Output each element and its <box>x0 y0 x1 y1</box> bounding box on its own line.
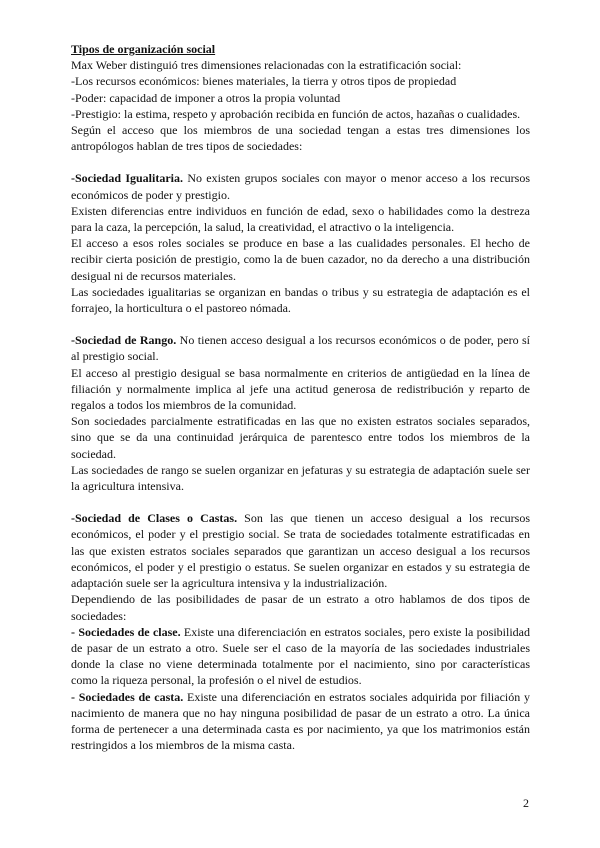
sociedades-clase-item <box>71 624 530 689</box>
sociedades-casta-text: Existe una diferenciación en estratos sociales adquirida por filiación y nacimiento de manera que no hay ninguna posibilidad de pasar de un estrato a otro. La única forma de pertenecer a una determinada casta es por nacimiento, ya que los matrimonios están restringidos a los miembros de la misma casta. <box>71 689 530 753</box>
intro-line-5: Según el acceso que los miembros de una sociedad tengan a estas tres dimensiones los antropólogos hablan de tres tipos de sociedades: <box>71 123 530 154</box>
sociedades-clase-heading: - Sociedades de clase. <box>71 624 181 639</box>
spacer <box>71 494 530 510</box>
rango-definition <box>71 332 530 364</box>
clases-paragraph: Dependiendo de las posibilidades de pasar de un estrato a otro hablamos de dos tipos de sociedades: <box>71 592 530 623</box>
page-number: 2 <box>523 796 529 810</box>
section-title: Tipos de organización social <box>71 42 216 56</box>
igualitaria-paragraph-1: Existen diferencias entre individuos en función de edad, sexo o habilidades como la destreza para la caza, la percepción, la salud, la creatividad, el atractivo o la inteligencia. <box>71 203 530 235</box>
rango-paragraph-3: Las sociedades de rango se suelen organizar en jefaturas y su estrategia de adaptación suele ser la agricultura intensiva. <box>71 462 530 494</box>
intro-line-1: Max Weber distinguió tres dimensiones relacionadas con la estratificación social: <box>71 58 462 73</box>
clases-definition-text: Son las que tienen un acceso desigual a los recursos económicos, el poder y el prestigio social. Se trata de sociedades totalmente estratificadas en las que existen estratos sociales separados que garantizan un acceso desigual a los recursos económicos, el poder y el prestigio o estatus. Se suelen organizar en estados y su estrategia de adaptación suele ser la agricultura intensiva y la industrialización. <box>71 511 531 591</box>
intro-line-2: -Los recursos económicos: bienes materiales, la tierra y otros tipos de propiedad <box>71 74 457 89</box>
intro-line-4: -Prestigio: la estima, respeto y aprobación recibida en función de actos, hazañas o cualidades. <box>71 106 521 121</box>
clases-heading: -Sociedad de Clases o Castas. <box>71 511 238 526</box>
rango-paragraph-1: El acceso al prestigio desigual se basa normalmente en criterios de antigüedad en la línea de filiación y normalmente implica al jefe una actitud generosa de redistribución y reparto de regalos a todos los miembros de la comunidad. <box>71 365 530 413</box>
sociedades-clase-text: Existe una diferenciación en estratos sociales, pero existe la posibilidad de pasar de un estrato a otro. Suele ser el caso de la mayoría de las sociedades industriales donde la clase no viene determinada totalmente por el nacimiento, sino por características como la riqueza personal, la profesión o el nivel de estudios. <box>71 624 531 688</box>
spacer <box>71 316 530 332</box>
igualitaria-paragraph-3: Las sociedades igualitarias se organizan en bandas o tribus y su estrategia de adaptación es el forrajeo, la horticultura o el pastoreo nómada. <box>71 284 530 316</box>
igualitaria-paragraph-2: El acceso a esos roles sociales se produce en base a las cualidades personales. El hecho de recibir cierta posición de prestigio, como la de buen cazador, no da derecho a una distribución desigual ni de recursos materiales. <box>71 236 530 283</box>
sociedades-casta-item <box>71 689 530 754</box>
igualitaria-definition <box>71 170 530 202</box>
intro-line-3: -Poder: capacidad de imponer a otros la propia voluntad <box>71 90 341 105</box>
rango-heading: -Sociedad de Rango. <box>71 333 177 348</box>
igualitaria-definition-text: No existen grupos sociales con mayor o menor acceso a los recursos económicos de poder y prestigio. <box>71 171 531 202</box>
rango-definition-text: No tienen acceso desigual a los recursos económicos o de poder, pero sí al prestigio social. <box>71 333 531 364</box>
sociedades-casta-heading: - Sociedades de casta. <box>71 689 184 704</box>
spacer <box>71 154 530 170</box>
clases-definition <box>71 510 530 591</box>
igualitaria-heading: -Sociedad Igualitaria. <box>71 171 183 186</box>
rango-paragraph-2: Son sociedades parcialmente estratificadas en las que no existen estratos sociales separados, sino que se da una continuidad jerárquica de parentesco entre todos los miembros de la sociedad. <box>71 414 530 461</box>
